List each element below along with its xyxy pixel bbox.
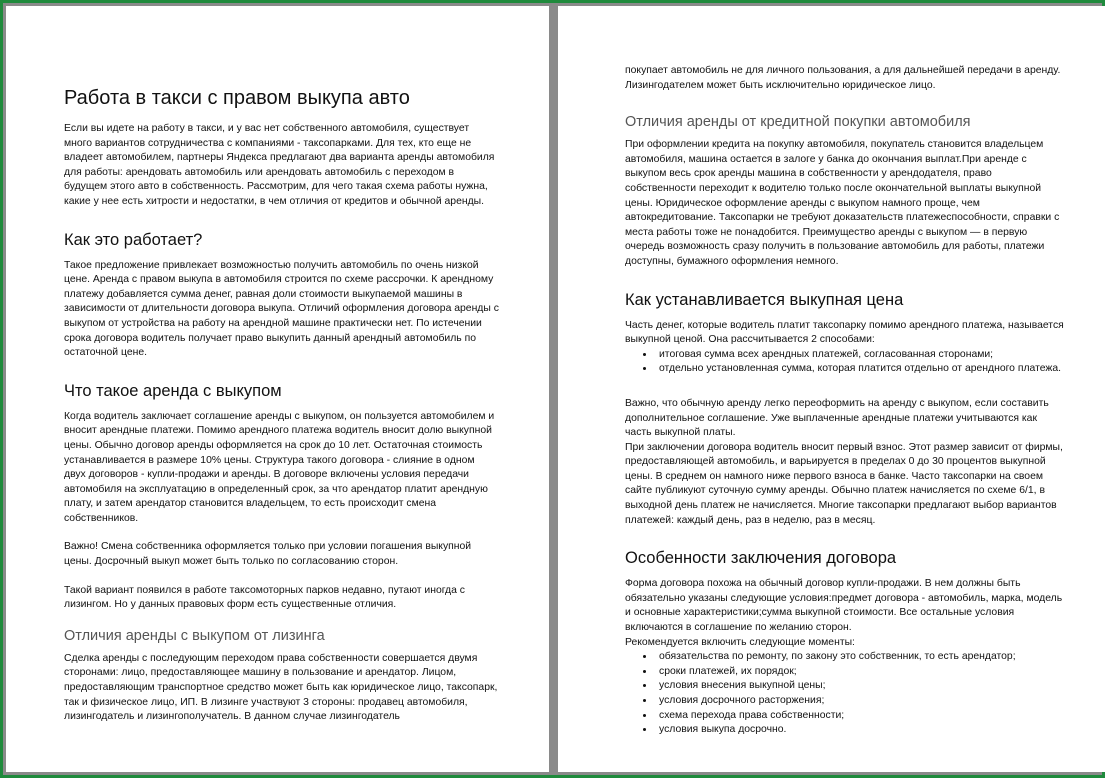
list-item: • условия выкупа досрочно.: [655, 723, 1065, 738]
heading-credit-differences: Отличия аренды от кредитной покупки автомобиля: [625, 114, 971, 131]
list-item: • отдельно установленная сумма, которая платится отдельно от арендного платежа.: [655, 362, 1065, 377]
list-item: • условия внесения выкупной цены;: [655, 679, 1065, 694]
list-item: • сроки платежей, их порядок;: [655, 665, 1065, 680]
list-item: • итоговая сумма всех арендных платежей, согласованная сторонами;: [655, 348, 1065, 363]
leasing-paragraph: Сделка аренды с последующим переходом права собственности совершается двумя сторонами: лицо, предоставляющее машину в пользование и арендатор. Лицом, предоставляющим транспортное средство может быть как юридическое лицо, таксопарк, так и физическое лицо, ИП. В лизинге участвуют 3 стороны: продавец автомобиля, лизингодатель и лизингополучатель. В данном случае лизингодатель: [64, 652, 498, 723]
variant-paragraph: Такой вариант появился в работе таксомоторных парков недавно, путают иногда с лизингом. Но у данных правовых форм есть существенные отличия.: [64, 584, 465, 611]
buyout-price-paragraph: Часть денег, которые водитель платит таксопарку помимо арендного платежа, называется выкупной ценой. Она рассчитывается 2 способами:: [625, 319, 1064, 346]
page-left: [6, 6, 549, 772]
page-right-content: [625, 64, 1065, 738]
heading-leasing-differences: Отличия аренды с выкупом от лизинга: [64, 627, 325, 644]
contract-list: [625, 650, 1065, 738]
continued-paragraph: покупает автомобиль не для личного пользования, а для дальнейшей передачи в аренду. Лизингодателем может быть исключительно юридическое лицо.: [625, 65, 1061, 91]
heading-how-it-works: Как это работает?: [64, 230, 203, 249]
list-item: • схема перехода права собственности;: [655, 709, 1065, 724]
heading-what-is-lease: Что такое аренда с выкупом: [64, 381, 282, 400]
what-is-lease-paragraph: Когда водитель заключает соглашение аренды с выкупом, он пользуется автомобилем и вносит арендные платежи. Помимо арендного платежа водитель вносит долю выкупной цены. Обычно договор аренды оформляется на срок до 10 лет. Остаточная стоимость устанавливается в размере 10% цены. Структура такого договора - слияние в одном двух договоров - купли-продажи и аренды. В договоре включены условия передачи автомобиля на эксплуатацию в определенный срок, за что арендатор платит арендную плату, и затем арендатор становится владельцем, то есть происходит смена собственников.: [64, 410, 495, 524]
buyout-price-list: [625, 348, 1065, 377]
credit-paragraph: При оформлении кредита на покупку автомобиля, покупатель становится владельцем автомобиля, машина остается в залоге у банка до окончания выплат.При аренде с выкупом весь срок аренды машина в собственности у арендодателя, право собственности переходит к водителю только после окончательной выплаты выкупной цены. Юридическое оформление аренды с выкупом намного проще, чем автокредитование. Таксопарки не требуют доказательств платежеспособности, справки с места работы тоже не понадобится. Преимущество аренды с выкупом — в первую очередь возможность сразу получить в пользование автомобиль для работы, платежи доступны, бумажного оформления немного.: [625, 139, 1060, 267]
heading-buyout-price: Как устанавливается выкупная цена: [625, 290, 904, 309]
important-paragraph: Важно! Смена собственника оформляется только при условии погашения выкупной цены. Досрочный выкуп может быть только по согласованию сторон.: [64, 541, 472, 568]
first-payment-paragraph: При заключении договора водитель вносит первый взнос. Этот размер зависит от фирмы, предоставляющей автомобиль, и варьируется в пределах 0 до 30 процентов выкупной цены. В среднем он намного ниже первого взноса в банке. Часто таксопарки на своем сайте публикуют суточную сумму аренды. Обычно платеж начисляется по схеме 6/1, в выходной день платеж не начисляется. Многие таксопарки предлагают выбор вариантов платежей: каждый день, раз в неделю, раз в месяц.: [625, 441, 1063, 526]
document-title: Работа в такси с правом выкупа авто: [64, 87, 410, 109]
contract-paragraph: Форма договора похожа на обычный договор купли-продажи. В нем должны быть обязательно указаны следующие условия:предмет договора - автомобиль, марка, модель и основные характеристики;сумма выкупной стоимости. Все остальные условия включаются в соглашение по желанию сторон.: [625, 578, 1063, 634]
intro-paragraph: Если вы идете на работу в такси, и у вас нет собственного автомобиля, существует много вариантов сотрудничества с компаниями - таксопарками. Для тех, кто еще не владеет автомобилем, партнеры Яндекса предлагают два варианта аренды автомобиля для работы: арендовать автомобиль или арендовать автомобиль с переходом в будущем этого авто в собственность. Рассмотрим, для чего такая схема работы нужна, какие у нее есть хитрости и недостатки, в чем отличия от кредитов и обычной аренды.: [64, 123, 495, 207]
heading-contract: Особенности заключения договора: [625, 549, 897, 568]
page-left-content: [64, 86, 499, 725]
list-item: • условия досрочного расторжения;: [655, 694, 1065, 709]
how-it-works-paragraph: Такое предложение привлекает возможностью получить автомобиль по очень низкой цене. Аренда с правом выкупа в автомобиля строится по схеме рассрочки. К арендному платежу добавляется сумма денег, равная доли стоимости выкупаемой машины в зависимости от длительности договора выкупа. Отличий оформления договора аренды с выкупом от устройства на работу на арендной машине практически нет. По истечении срока договора водитель получает право выкупить данный арендный автомобиль по остаточной цене.: [64, 259, 499, 359]
contract-recommend-paragraph: Рекомендуется включить следующие моменты:: [625, 636, 855, 648]
list-item: • обязательства по ремонту, по закону это собственник, то есть арендатор;: [655, 650, 1065, 665]
page-right: [558, 6, 1105, 772]
reformat-paragraph: Важно, что обычную аренду легко переоформить на аренду с выкупом, если составить дополнительное соглашение. Уже выплаченные арендные платежи учитываются как часть выкупной платы.: [625, 397, 1049, 439]
